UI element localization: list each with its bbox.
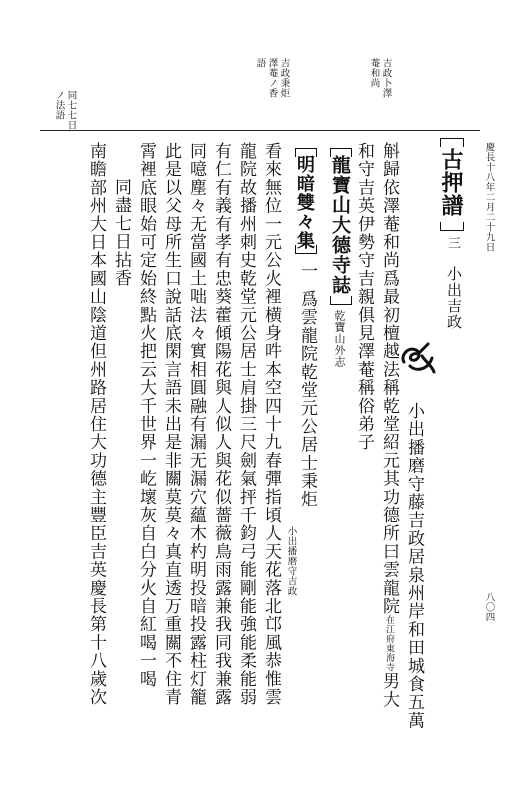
text-column-8: 同噫塵々无當國土咄法々實相圓融有漏无漏穴蘊木杓明投暗投露柱灯籠 <box>186 142 206 707</box>
text-column-2 <box>380 142 397 709</box>
text-column-7: 有仁有義有孝有忠葵藿傾陽花與人似人與花似薔薇鳥雨露兼我同我兼露 <box>211 142 231 707</box>
margin-note-3b: ノ法語 <box>53 90 65 120</box>
margin-note-2a: 吉政秉炬 <box>278 58 290 98</box>
text-column-2-main: 斛歸依澤菴和尚爲最初檀越法稱乾堂紹元其功德所曰雲龍院 <box>379 142 399 616</box>
book-title-1: 龍寶山大德寺誌 <box>329 155 351 295</box>
book2-bracket-bottom <box>295 245 317 254</box>
book2-volume: 一 <box>297 262 317 281</box>
margin-note-2b: 澤菴ノ香 <box>266 58 278 98</box>
section-number: 三 <box>445 236 460 250</box>
book2-note: 小出播磨守吉政 <box>285 526 297 596</box>
text-column-2-end: 男大 <box>379 672 399 709</box>
book1-note: 乾寶山外志 <box>333 310 346 368</box>
book1-bracket-bottom <box>330 296 352 305</box>
text-column-10: 霄裡底眼始可定始終點火把云大千世界一屹壞灰自白分火自紅喝一喝 <box>136 142 156 688</box>
book2-entry: 爲雲龍院乾堂元公居士秉炬 <box>297 290 317 509</box>
section-title: 古押譜 <box>438 148 464 217</box>
text-column-12: 南瞻部州大日本國山陰道但州路居住大功德主豐臣吉英慶長第十八歲次 <box>86 142 106 707</box>
text-column-2-note: 在江府東海寺 <box>384 615 394 673</box>
header-rule <box>40 130 480 131</box>
text-column-3: 和守吉英伊勢守吉親俱見澤菴稱俗弟子 <box>354 142 374 452</box>
title-bracket-bottom <box>440 222 464 231</box>
text-column-11: 同盡七日拈香 <box>111 178 131 288</box>
text-column-6: 龍院故播州刺史乾堂元公居士肩掛三尺劍氣抨千鈞弓能剛能強能柔能弱 <box>236 142 256 707</box>
header-date: 慶長十八年二月二十九日 <box>483 142 495 252</box>
text-column-9: 此是以父母所生口說話底閑言語未出是非關莫莫々真直透万重關不住青 <box>161 142 181 707</box>
kao-signature-mark <box>398 336 438 380</box>
text-column-1: 小出播磨守藤吉政居泉州岸和田城食五萬 <box>404 402 424 730</box>
page-number: 八〇四 <box>483 592 495 622</box>
text-column-5: 看來無位一元公火裡横身吽本空四十九春彈指頃人天花落北邙風恭惟雲 <box>261 142 281 707</box>
margin-note-2c: 語 <box>254 58 266 68</box>
margin-note-1a: 吉政卜澤 <box>380 58 392 98</box>
margin-note-3a: 同七七日 <box>65 90 77 130</box>
book-title-2: 明暗雙々集 <box>294 155 315 250</box>
margin-note-1b: 菴和尚 <box>368 58 380 88</box>
title-bracket-top <box>440 138 464 147</box>
section-name: 小出吉政 <box>445 266 463 330</box>
